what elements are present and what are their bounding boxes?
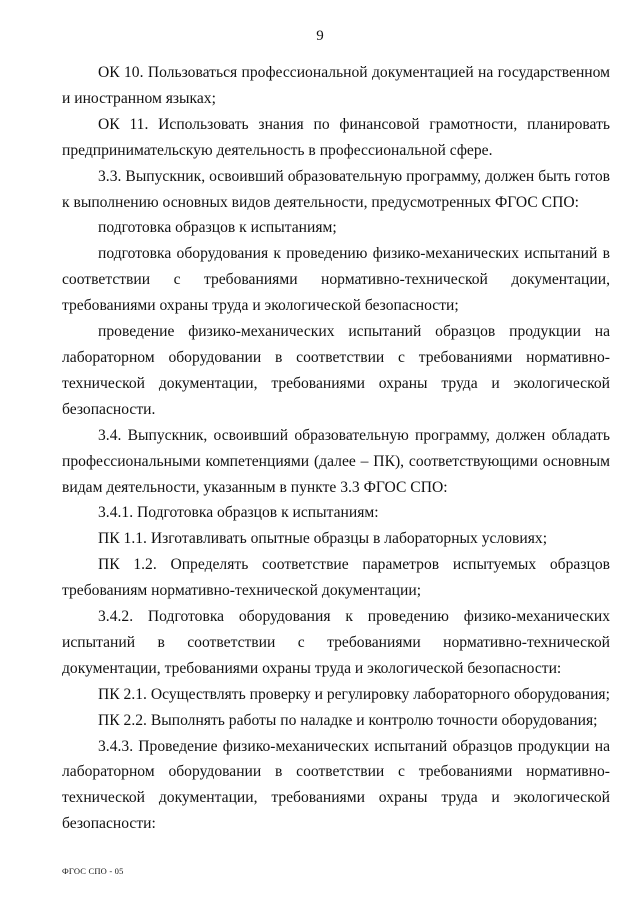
paragraph-activity-2: подготовка оборудования к проведению физико-механических испытаний в соответствии с требованиями нормативно-технической документации, требованиями охраны труда и экологической безопасности; <box>62 245 610 315</box>
document-body <box>62 60 610 837</box>
paragraph-pk-1-2: ПК 1.2. Определять соответствие параметров испытуемых образцов требованиям нормативно-технической документации; <box>62 556 610 600</box>
paragraph-3-4-3: 3.4.3. Проведение физико-механических испытаний образцов продукции на лабораторном оборудовании в соответствии с требованиями нормативно-технической документации, требованиями охраны труда и экологической безопасности: <box>62 737 610 833</box>
paragraph-ok10: ОК 10. Пользоваться профессиональной документацией на государственном и иностранном языках; <box>62 64 610 107</box>
paragraph-pk-2-1: ПК 2.1. Осуществлять проверку и регулировку лабораторного оборудования; <box>98 685 610 703</box>
paragraph-3-4: 3.4. Выпускник, освоивший образовательную программу, должен обладать профессиональными компетенциями (далее – ПК), соответствующими основным видам деятельности, указанным в пункте 3.3 ФГОС СПО: <box>62 426 610 496</box>
paragraph-3-4-2: 3.4.2. Подготовка оборудования к проведению физико-механических испытаний в соответствии с требованиями нормативно-технической документации, требованиями охраны труда и экологической безопасности: <box>62 608 610 677</box>
paragraph-pk-2-2: ПК 2.2. Выполнять работы по наладке и контролю точности оборудования; <box>98 711 598 729</box>
paragraph-ok11: ОК 11. Использовать знания по финансовой грамотности, планировать предпринимательскую деятельность в профессиональной сфере. <box>62 115 610 159</box>
footer-doc-code: ФГОС СПО - 05 <box>62 866 124 876</box>
page-number: 9 <box>316 28 324 44</box>
paragraph-3-4-1: 3.4.1. Подготовка образцов к испытаниям: <box>98 504 379 522</box>
paragraph-activity-3: проведение физико-механических испытаний образцов продукции на лабораторном оборудовании в соответствии с требованиями нормативно-технической документации, требованиями охраны труда и экологической безопасности. <box>62 323 610 418</box>
paragraph-pk-1-1: ПК 1.1. Изготавливать опытные образцы в лабораторных условиях; <box>98 530 548 548</box>
paragraph-3-3: 3.3. Выпускник, освоивший образовательную программу, должен быть готов к выполнению основных видов деятельности, предусмотренных ФГОС СПО: <box>62 167 610 211</box>
paragraph-activity-1: подготовка образцов к испытаниям; <box>98 219 337 237</box>
